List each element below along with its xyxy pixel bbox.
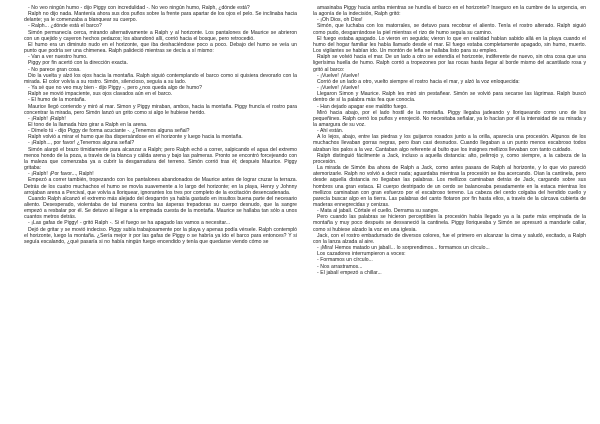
paragraph: Ralph no dijo nada. Mantenía ahora sus dos puños sobre la frente para apartar de los ojos el pelo. Se inclinaba hacia delante; ya le comenzaba a blanquear su cuerpo. (24, 11, 297, 24)
paragraph: Jack, con el rostro embadurnado de diversos colores, fue el primero en alcanzar la cima y saludó, excitado, a Ralph con la lanza alzada al aire. (313, 232, 586, 245)
paragraph: - Mata al jabalí. Córtale el cuello. Derrama su sangre. (317, 208, 440, 215)
paragraph: Ralph volvió a mirar el humo que iba dispersándose en el horizonte y luego hacia la montaña. (28, 134, 243, 141)
paragraph: - No veo ningún humo - dijo Piggy con incredulidad -. No veo ningún humo, Ralph, ¿dónde está? (28, 5, 250, 11)
paragraph: Simón, que luchaba con los matorrales, se detuvo para recobrar el aliento. Tenía el rostro alterado. Ralph siguió como pudo, desgarrándose la piel mientras el rizo de humo seguía su camino. (313, 23, 586, 36)
paragraph: Llegaron Simon y Maurice. Ralph les miró sin pestañear. Simón se volvió para secarse las lágrimas. Ralph buscó dentro de sí la palabra más fea que conocía. (313, 91, 586, 104)
paragraph: El tono de la llamada hizo girar a Ralph en la arena. (28, 121, 148, 128)
paragraph: - Nos arrastramos... (317, 263, 363, 270)
paragraph: - ¡Vuelve! ¡Vuelve! (317, 72, 359, 79)
paragraph: - No parece gran cosa. (28, 66, 81, 73)
paragraph: - El humo de la montaña. (28, 97, 86, 104)
paragraph: - Van a ver nuestro humo. (28, 54, 88, 61)
paragraph: Dio la vuelta y alzó los ojos hacia la montaña. Ralph siguió contemplando el barco como si quisiera devorarlo con la mirada. El color volvía a su rostro. Simón, silencioso, seguía a su lado. (24, 72, 297, 85)
paragraph: Pero cuando las palabras se hicieron perceptibles la procesión había llegado ya a la parte más empinada de la montaña y muy poco después se desvaneció la cantinela. Piggy lloriqueaba y Simón se apresuró a mandarle callar, como si hubiese alzado la voz en una iglesia. (313, 214, 586, 233)
paragraph: - Ya sé que no veo muy bien - dijo Piggy -, pero ¿nos queda algo de humo? (28, 85, 202, 92)
paragraph: - Han dejado apagar ese maldito fuego. (317, 103, 408, 110)
paragraph: - ¡Mira! Hemos matado un jabalí... lo sorprendimos... formamos un círculo... (317, 245, 490, 252)
paragraph: - ¡Ralph! ¡Por favor..., Ralph! (28, 171, 94, 178)
paragraph: - ¡Oh Dios, oh Dios! (317, 17, 363, 24)
paragraph: La mirada de Simón iba ahora de Ralph a Jack, como antes pasara de Ralph al horizonte, y lo que vio pareció atemorizarle. Ralph no volvió a decir nada; aguardaba mientras la procesión se iba acercando. Oían la cantinela, pero desde aquella distancia no llegaban las palabras. Los mellizos caminaban detrás de Jack, cargando sobre sus hombros una gran estaca. El cuerpo destripado de un cerdo se balanceaba pesadamente en la estaca mientras los mellizos caminaban con gran esfuerzo por el escabroso terreno. La cabeza del cerdo colgaba del hendido cuello y parecía buscar algo en la tierra. Las palabras del canto flotaron por fin hasta ellos, a través de la cárcava cubierta de maderas ennegrecidas y cenizas. (313, 165, 586, 208)
left-text-column (24, 5, 297, 420)
paragraph: A lo lejos, abajo, entre las piedras y los guijarros rosados junto a la orilla, aparecía una procesión. Algunos de los muchachos llevaban gorras negras, pero iban casi desnudos. Cuando llegaban a un punto menos escabroso todos alzaban los palos a la vez. Cantaban algo referente al bulto que los insignes mellizos llevaban con tanto cuidado. (313, 134, 586, 153)
paragraph: Ralph distinguió fácilmente a Jack, incluso a aquella distancia: alto, pelirrojo y, como siempre, a la cabeza de la procesión. (313, 152, 586, 165)
paragraph: Miró hacia abajo, por el lado hostil de la montaña. Piggy llegaba jadeando y lloriqueando como uno de los pequeñines. Ralph cerró los puños y enrojeció. No necesitaba señalar, ya lo hacían por él la intensidad de su mirada y la amargura de su voz. (313, 109, 586, 128)
paragraph: Piggy por fin acertó con la dirección exacta. (28, 60, 128, 67)
paragraph: Ralph se volvió hacia el mar. De un lado a otro se extendía el horizonte, indiferente de nuevo, sin otra cosa que una ligerísima huella de humo. Ralph corrió a tropezones por las rocas hasta llegar al borde mismo del acantilado rosa y gritó al barco: (313, 54, 586, 73)
paragraph: - Dímelo tú - dijo Piggy de forma acuciante -. ¿Tenemos alguna señal? (28, 128, 190, 135)
paragraph: Dejó de gritar y se movió indeciso. Piggy subía trabajosamente por la playa y apenas podía vérsele. Ralph contempló el horizonte, luego la montaña. ¿Sería mejor ir por las gafas de Piggy o se habría ya ido el barco para entonces? Y si seguía escalando, ¿qué pasaría si no había ningún fuego encendido y tenía que quedarse viendo cómo se (24, 226, 297, 245)
paragraph: - ¡Ralph..., por favor! ¿Tenemos alguna señal? (28, 140, 135, 147)
paragraph: Simón alargó el brazo tímidamente para alcanzar a Ralph; pero Ralph echó a correr, salpicando el agua del extremo menos hondo de la poza, a través de la blanca y cálida arena y bajo las palmeras. Pronto se encontró forcejeando con la maleza que comenzaba ya a cubrir la desgarradura del terreno. Simón corrió tras él; después Maurice. Piggy gritaba: (24, 146, 297, 172)
right-text-column (313, 5, 586, 420)
paragraph: El fuego estaba apagado. Lo vieron en seguida; vieron lo que en realidad habían sabido allá en la playa cuando el humo del hogar familiar les había llamado desde el mar. El fuego estaba completamente apagado, sin humo, muerto. Los vigilantes se habían ido. Un montón de leña se hallaba listo para su empleo. (313, 35, 586, 55)
paragraph: amasinaba Piggy hacia arriba mientras se hundía el barco en el horizonte? Inseguro en la cumbre de la urgencia, en la agonía de la indecisión, Ralph gritó: (313, 5, 586, 18)
paragraph: - ¡Ralph! ¡Ralph! (28, 115, 66, 122)
paragraph: Simón permanecía cerca, mirando alternativamente a Ralph y al horizonte. Los pantalones de Maurice se abrieron con un quejido y cayeron hechos pedazos; los abandonó allí, corrió hacia el bosque, pero retrocedió. (24, 29, 297, 42)
paragraph: Empezó a correr también, tropezando con los pantalones abandonados de Maurice antes de lograr cruzar la terraza. Detrás de los cuatro muchachos el humo se movía suavemente a lo largo del horizonte; en la playa, Henry y Johnny arrojaban arena a Percival, que volvía a lloriquear, ignorantes los tres por completo de la excitación desencadenada. (24, 177, 297, 196)
paragraph: Los cazadores interrumpieron a voces: (317, 251, 406, 258)
paragraph: - ¡Vuelve! ¡Vuelve! (317, 85, 359, 92)
paragraph: - Formamos un círculo... (317, 257, 373, 264)
paragraph: - Ralph... ¿dónde está el barco? (28, 23, 102, 30)
paragraph: Ralph se movió impaciente, sus ojos clavados aún en el barco. (28, 91, 173, 98)
paragraph: - Ahí están. (317, 128, 344, 135)
paragraph: Cuando Ralph alcanzó el extremo más alejado del desgarrón ya había gastado en insultos buena parte del necesario aliento. Desesperado, violentaba de tal manera contra las ásperas trepadoras su cuerpo desnudo, que la sangre empezó a resbalar por él. Se detuvo al llegar a la empinada cuesta de la montaña. Maurice se hallaba tan sólo a unos cuantos metros detrás. (24, 195, 297, 221)
paragraph: Corrió de un lado a otro, vuelto siempre el rostro hacia el mar, y alzó la voz enloquecida: (317, 78, 520, 85)
paragraph: El humo era un diminuto nudo en el horizonte, que iba deshaciéndose poco a poco. Debajo del humo se veía un punto que podría ser una chimenea. Ralph palideció mientras se decía a sí mismo: (24, 41, 297, 55)
paragraph: - ¡Las gafas de Piggy! - gritó Ralph -. Si el fuego se ha apagado las vamos a necesitar... (28, 220, 231, 227)
paragraph: - El jabalí empezó a chillar... (317, 269, 382, 276)
paragraph: Maurice llegó corriendo y miró al mar. Simon y Piggy miraban, ambos, hacia la montaña. Piggy fruncía el rostro para concentrar la mirada, pero Simón lanzó un grito como si algo le hubiese herido. (24, 103, 297, 116)
